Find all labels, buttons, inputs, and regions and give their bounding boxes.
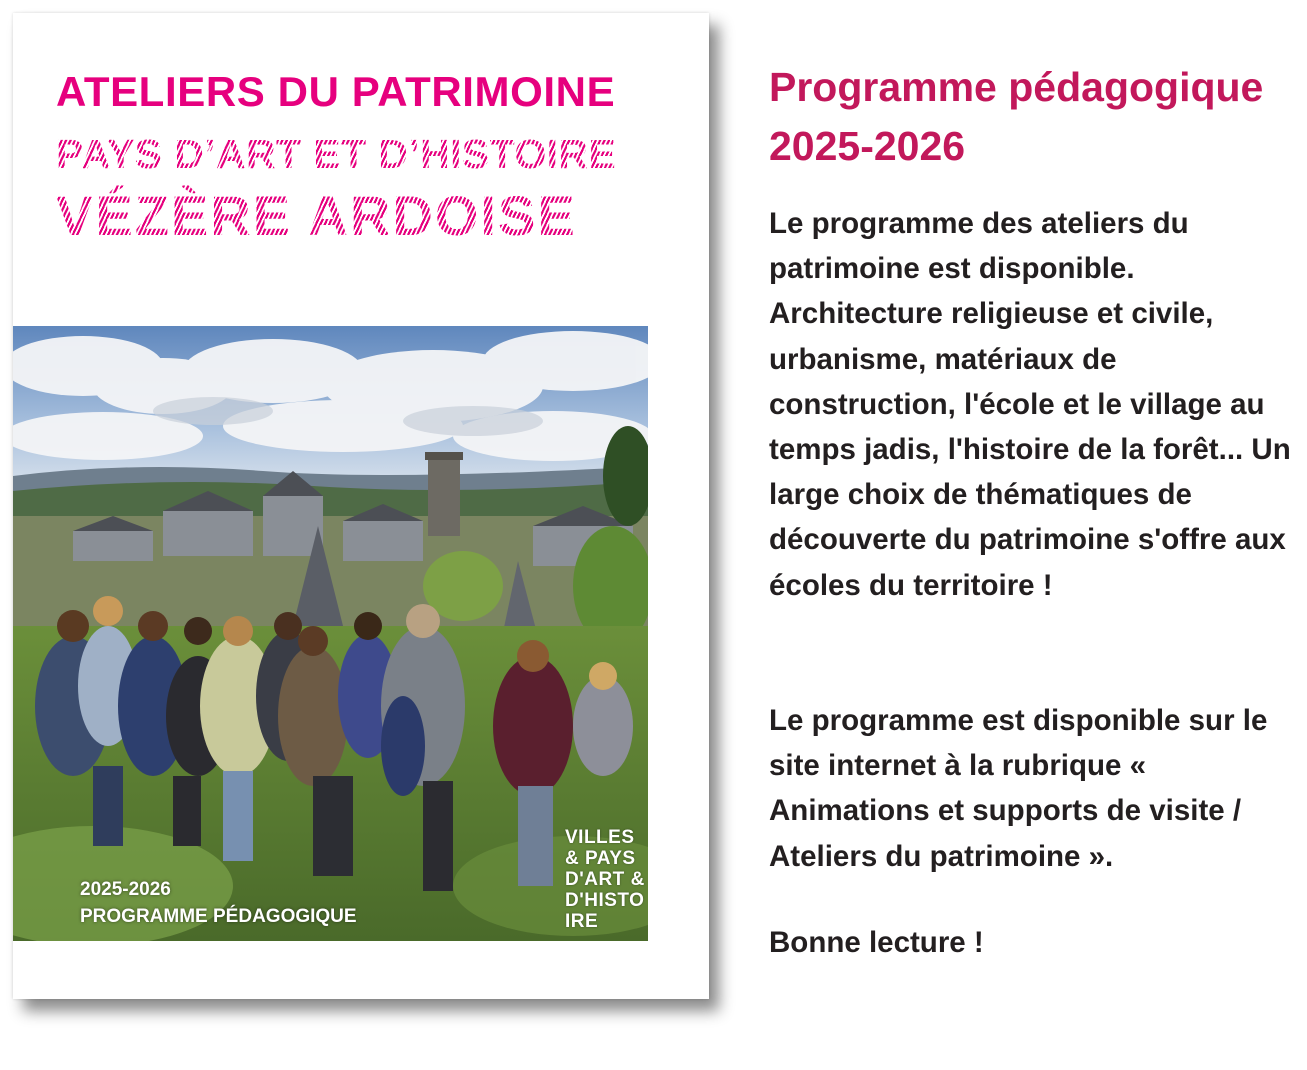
- availability-paragraph: Le programme est disponible sur le site internet à la rubrique « Animations et supports de visite / Ateliers du patrimoine ».: [769, 704, 1268, 873]
- intro-paragraph: Le programme des ateliers du patrimoine est disponible. Architecture religieuse et civile, urbanisme, matériaux de construction, l'école et le village au temps jadis, l'histoire de la forêt... Un large choix de thématiques de découverte du patrimoine s'offre aux écoles du territoire !: [769, 207, 1291, 602]
- cover-title: ATELIERS DU PATRIMOINE: [56, 68, 616, 115]
- villes-pays-art-histoire-logo: VILLES & PAYS D'ART & D'HISTO IRE: [565, 827, 645, 932]
- closing-line: Bonne lecture !: [769, 926, 984, 959]
- cover-subtitle-vezere: VÉZÈRE ARDOISE: [56, 184, 577, 247]
- cover-program-label: PROGRAMME PÉDAGOGIQUE: [80, 906, 357, 927]
- page-title: Programme pédagogique 2025-2026: [769, 64, 1264, 169]
- cover-photo: [13, 326, 648, 941]
- cover-year: 2025-2026: [80, 879, 171, 900]
- cover-subtitle-pays: PAYS D’ART ET D’HISTOIRE: [56, 131, 617, 177]
- brochure-cover: [13, 13, 709, 999]
